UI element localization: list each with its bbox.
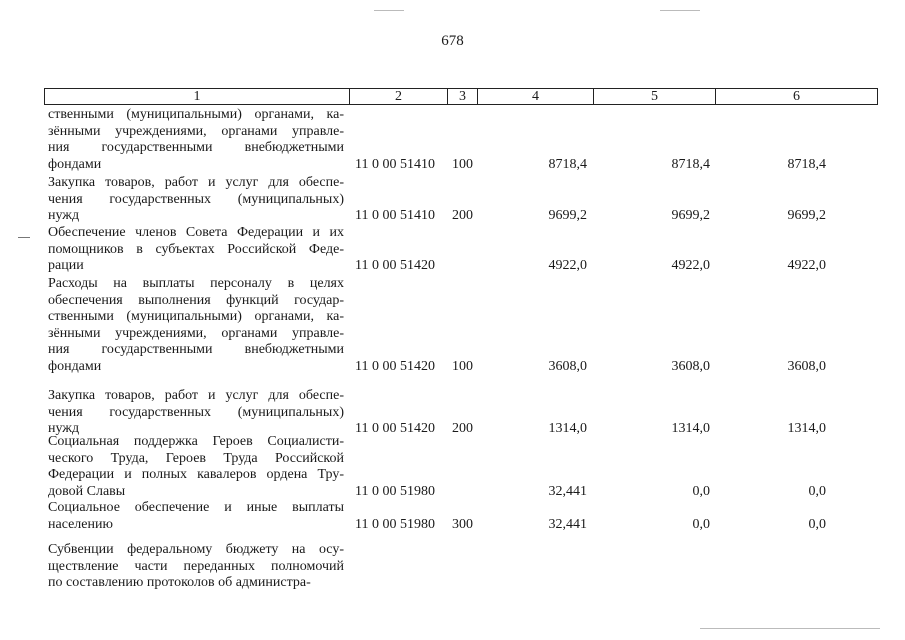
value-col-5: 0,0 [692, 483, 710, 499]
description-line: рации [48, 258, 84, 273]
budget-code: 11 0 00 51410 [355, 208, 435, 223]
value-col-4: 8718,4 [548, 156, 587, 172]
budget-code: 11 0 00 51980 [355, 516, 435, 532]
description-line: по составлению протоколов об администра- [48, 575, 311, 590]
description-line: чения государственных (муниципальных) [48, 191, 344, 207]
row-description [48, 225, 344, 275]
row-description [48, 542, 344, 592]
budget-code: 11 0 00 51980 [355, 483, 435, 499]
budget-code: 11 0 00 51420 [355, 358, 435, 374]
description-line: ния государственными внебюджетными [48, 140, 344, 155]
row-description [48, 434, 344, 500]
description-line: нужд [48, 421, 80, 436]
description-line: нужд [48, 208, 80, 223]
row-description [48, 500, 344, 533]
value-col-4: 3608,0 [548, 358, 587, 374]
table-header [44, 88, 878, 105]
value-col-6: 1314,0 [787, 421, 826, 436]
expense-type: 100 [452, 156, 473, 172]
description-line: зёнными учреждениями, органами управле- [48, 325, 344, 341]
expense-type: 200 [452, 208, 473, 223]
description-line: Закупка товаров, работ и услуг для обеспе- [48, 388, 344, 403]
description-line: чения государственных (муниципальных) [48, 404, 344, 420]
description-line: Обеспечение членов Совета Федерации и их [48, 225, 344, 240]
value-col-6: 8718,4 [787, 156, 826, 172]
description-line: Социальная поддержка Героев Социалисти- [48, 434, 344, 449]
budget-code: 11 0 00 51410 [355, 156, 435, 172]
budget-code: 11 0 00 51420 [355, 258, 435, 273]
description-line: ществление части переданных полномочий [48, 558, 344, 574]
value-col-4: 32,441 [548, 516, 587, 532]
value-col-4: 4922,0 [548, 258, 587, 273]
row-description [48, 388, 344, 438]
header-col-2: 2 [350, 89, 448, 104]
description-line: довой Славы [48, 483, 126, 499]
value-col-6: 4922,0 [787, 258, 826, 273]
description-line: фондами [48, 358, 102, 374]
header-col-6: 6 [793, 89, 800, 104]
value-col-4: 9699,2 [548, 208, 587, 223]
description-line: ственными (муниципальными) органами, ка- [48, 309, 344, 324]
budget-code: 11 0 00 51420 [355, 421, 435, 436]
value-col-6: 0,0 [808, 516, 826, 532]
description-line: Субвенции федеральному бюджету на осу- [48, 542, 344, 557]
description-line: Закупка товаров, работ и услуг для обеспе- [48, 175, 344, 190]
page-number: 678 [441, 33, 464, 49]
description-line: Расходы на выплаты персоналу в целях [48, 276, 344, 291]
scan-artifact [660, 10, 700, 11]
header-col-1: 1 [45, 89, 350, 104]
scan-artifact [700, 628, 880, 629]
expense-type: 100 [452, 358, 473, 374]
value-col-6: 3608,0 [787, 358, 826, 374]
description-line: Социальное обеспечение и иные выплаты [48, 500, 344, 515]
header-col-5: 5 [594, 89, 716, 104]
value-col-6: 0,0 [808, 483, 826, 499]
header-col-3: 3 [448, 89, 478, 104]
description-line: помощников в субъектах Российской Феде- [48, 241, 344, 257]
expense-type: 200 [452, 421, 473, 436]
value-col-5: 0,0 [692, 516, 710, 532]
expense-type: 300 [452, 516, 473, 532]
row-description [48, 276, 344, 375]
row-description [48, 107, 344, 173]
value-col-5: 4922,0 [671, 258, 710, 273]
value-col-4: 1314,0 [548, 421, 587, 436]
value-col-5: 1314,0 [671, 421, 710, 436]
scan-artifact [18, 237, 30, 238]
description-line: обеспечения выполнения функций государ- [48, 292, 344, 308]
description-line: зёнными учреждениями, органами управле- [48, 123, 344, 139]
value-col-4: 32,441 [548, 483, 587, 499]
value-col-5: 9699,2 [671, 208, 710, 223]
row-description [48, 175, 344, 225]
description-line: ческого Труда, Героев Труда Российской [48, 450, 344, 466]
description-line: населению [48, 516, 113, 532]
scan-artifact [374, 10, 404, 11]
description-line: ния государственными внебюджетными [48, 342, 344, 357]
value-col-5: 8718,4 [671, 156, 710, 172]
description-line: Федерации и полных кавалеров ордена Тру- [48, 467, 344, 482]
description-line: ственными (муниципальными) органами, ка- [48, 107, 344, 122]
description-line: фондами [48, 156, 102, 172]
header-col-4: 4 [478, 89, 594, 104]
value-col-5: 3608,0 [671, 358, 710, 374]
value-col-6: 9699,2 [787, 208, 826, 223]
